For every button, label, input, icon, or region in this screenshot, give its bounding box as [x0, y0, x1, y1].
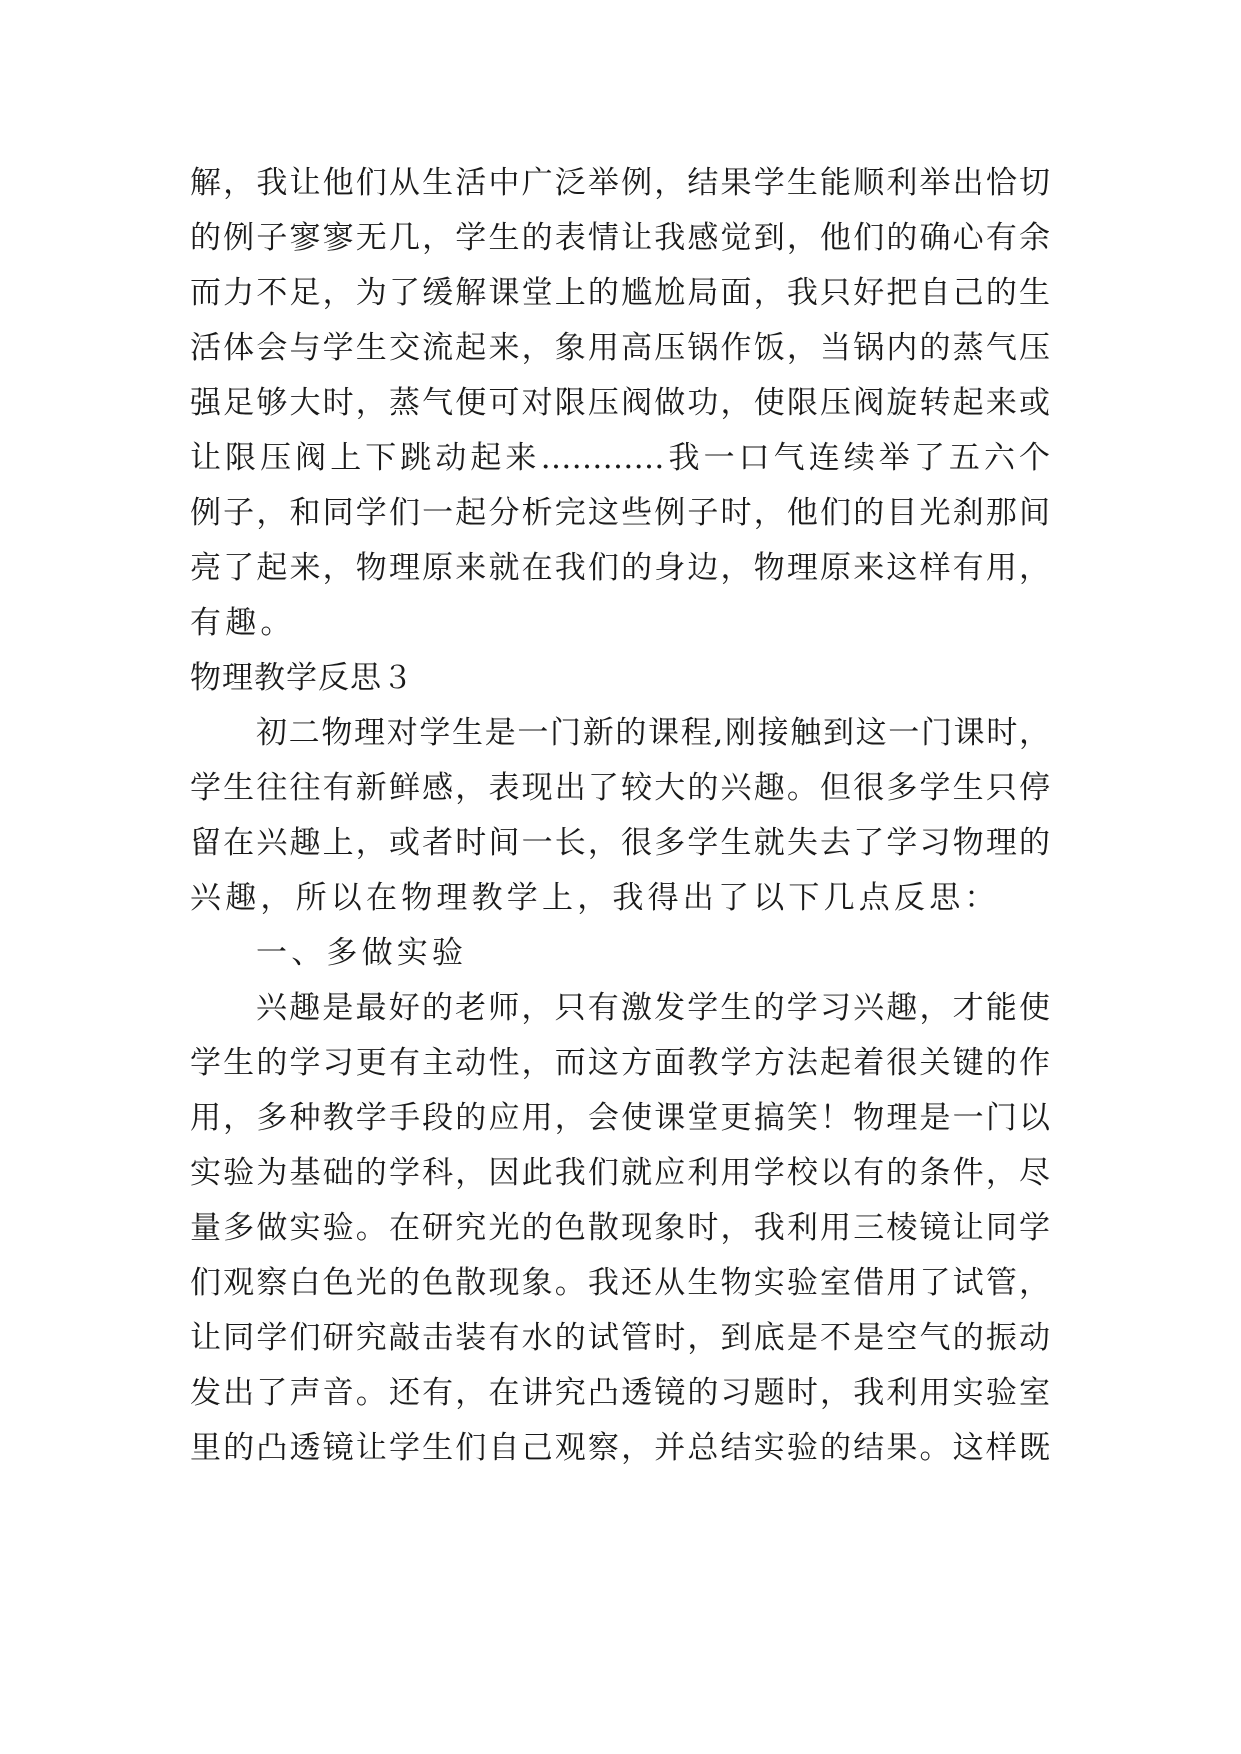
paragraph-line: 强足够大时，蒸气便可对限压阀做功，使限压阀旋转起来或 [190, 385, 1050, 421]
subsection-heading: 一、多做实验 [256, 935, 468, 971]
paragraph-line: 有趣。 [190, 605, 296, 641]
paragraph-line: 用，多种教学手段的应用，会使课堂更搞笑！物理是一门以 [190, 1100, 1050, 1136]
paragraph-line: 实验为基础的学科，因此我们就应利用学校以有的条件，尽 [190, 1155, 1050, 1191]
section-heading: 物理教学反思３ [190, 660, 414, 696]
paragraph-line: 里的凸透镜让学生们自己观察，并总结实验的结果。这样既 [190, 1430, 1050, 1466]
paragraph-line: 亮了起来，物理原来就在我们的身边，物理原来这样有用， [190, 550, 1050, 586]
paragraph-line: 而力不足，为了缓解课堂上的尴尬局面，我只好把自己的生 [190, 275, 1050, 311]
paragraph-line: 兴趣是最好的老师，只有激发学生的学习兴趣，才能使 [256, 990, 1050, 1026]
paragraph-line: 兴趣，所以在物理教学上，我得出了以下几点反思： [190, 880, 1000, 916]
paragraph-line: 们观察白色光的色散现象。我还从生物实验室借用了试管， [190, 1265, 1050, 1301]
paragraph-line: 解，我让他们从生活中广泛举例，结果学生能顺利举出恰切 [190, 165, 1050, 201]
paragraph-line: 留在兴趣上，或者时间一长，很多学生就失去了学习物理的 [190, 825, 1050, 861]
paragraph-line: 让同学们研究敲击装有水的试管时，到底是不是空气的振动 [190, 1320, 1050, 1356]
paragraph-line: 的例子寥寥无几，学生的表情让我感觉到，他们的确心有余 [190, 220, 1050, 256]
paragraph-line: 量多做实验。在研究光的色散现象时，我利用三棱镜让同学 [190, 1210, 1050, 1246]
paragraph-line: 活体会与学生交流起来，象用高压锅作饭，当锅内的蒸气压 [190, 330, 1050, 366]
paragraph-line: 发出了声音。还有，在讲究凸透镜的习题时，我利用实验室 [190, 1375, 1050, 1411]
paragraph-line: 初二物理对学生是一门新的课程,刚接触到这一门课时， [256, 715, 1050, 751]
paragraph-line: 学生的学习更有主动性，而这方面教学方法起着很关键的作 [190, 1045, 1050, 1081]
paragraph-line: 学生往往有新鲜感，表现出了较大的兴趣。但很多学生只停 [190, 770, 1050, 806]
paragraph-line: 例子，和同学们一起分析完这些例子时，他们的目光刹那间 [190, 495, 1050, 531]
paragraph-line: 让限压阀上下跳动起来…………我一口气连续举了五六个 [190, 440, 1050, 476]
